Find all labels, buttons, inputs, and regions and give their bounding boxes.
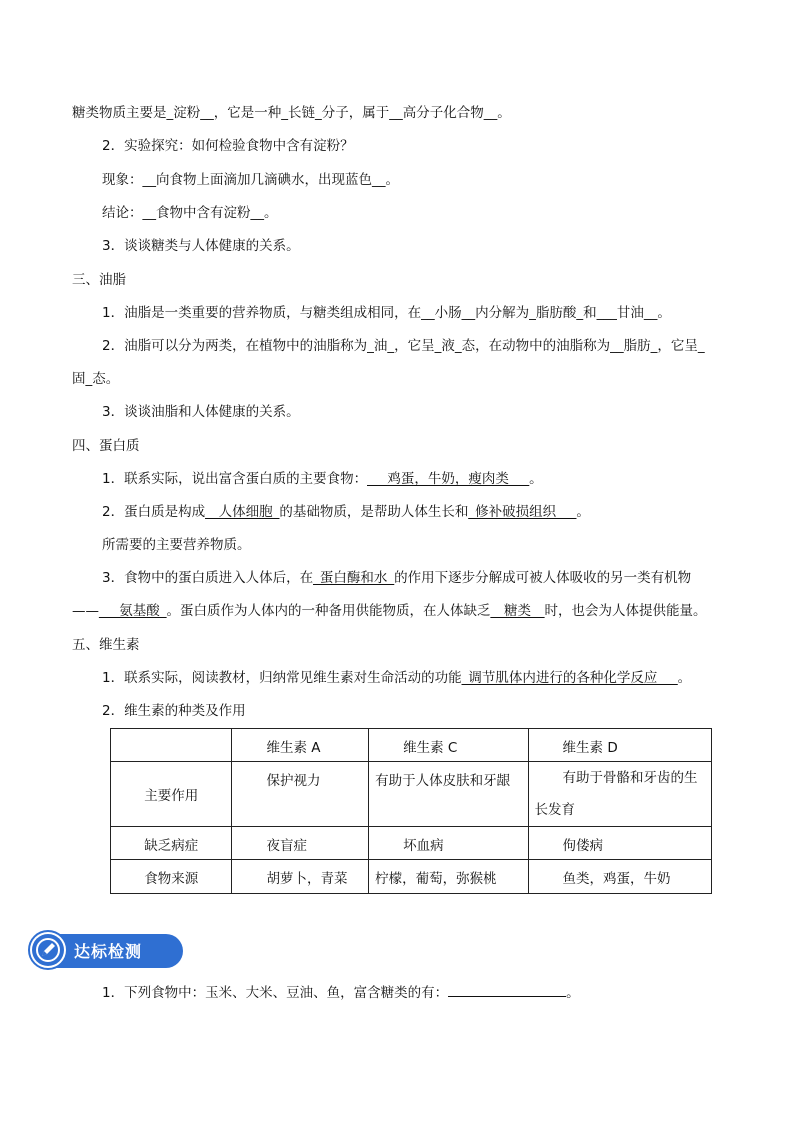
table-header-cell: 维生素 A	[232, 729, 369, 762]
text-line: 3．谈谈糖类与人体健康的关系。	[102, 238, 300, 254]
text-line: 2．维生素的种类及作用	[102, 703, 246, 719]
table-cell: 有助于骨骼和牙齿的生长发育	[528, 762, 711, 827]
text-line	[102, 568, 691, 588]
text-line: 现象：__向食物上面滴加几滴碘水，出现蓝色__。	[102, 172, 399, 188]
text-segment: 3．食物中的蛋白质进入人体后，在	[102, 570, 314, 586]
table-cell: 保护视力	[232, 762, 369, 827]
table-cell: 鱼类，鸡蛋，牛奶	[528, 860, 711, 894]
answer-underline: _修补破损组织___	[468, 504, 577, 520]
table-header-cell: 维生素 D	[528, 729, 711, 762]
answer-underline: _调节肌体内进行的各种化学反应___	[461, 670, 678, 686]
text-segment: 的作用下逐步分解成可被人体吸收的另一类有机物	[394, 570, 692, 586]
text-segment: 1．联系实际，说出富含蛋白质的主要食物：	[102, 471, 368, 487]
text-segment: 。	[566, 985, 580, 1001]
table-row	[111, 860, 712, 894]
text-line: 3．谈谈油脂和人体健康的关系。	[102, 404, 300, 420]
text-segment: 2．蛋白质是构成	[102, 504, 206, 520]
text-line	[102, 502, 590, 522]
text-line: 糖类物质主要是_淀粉__，它是一种_长链_分子，属于__高分子化合物__。	[72, 105, 511, 121]
question-line	[102, 982, 580, 1003]
text-line: 所需要的主要营养物质。	[102, 537, 251, 553]
answer-underline: ___鸡蛋，牛奶，瘦肉类___	[367, 471, 530, 487]
text-segment: 。蛋白质作为人体内的一种备用供能物质，在人体缺乏	[166, 603, 491, 619]
table-row-header: 食物来源	[111, 860, 232, 894]
answer-underline: __糖类__	[490, 603, 545, 619]
text-segment: 时，也会为人体提供能量。	[544, 603, 707, 619]
text-segment: 1．联系实际，阅读教材，归纳常见维生素对生命活动的功能	[102, 670, 462, 686]
table-cell: 夜盲症	[232, 827, 369, 860]
table-header-row	[111, 729, 712, 762]
text-line: 1．油脂是一类重要的营养物质，与糖类组成相同，在__小肠__内分解为_脂肪酸_和___甘油__。	[102, 305, 671, 321]
table-row-header: 缺乏病症	[111, 827, 232, 860]
table-row	[111, 827, 712, 860]
text-segment: 。	[677, 670, 692, 686]
answer-underline: ___氨基酸_	[99, 603, 167, 619]
section-banner	[28, 930, 183, 970]
text-line: 结论：__食物中含有淀粉__。	[102, 205, 278, 221]
question-text: 1．下列食物中：玉米、大米、豆油、鱼，富含糖类的有：	[102, 985, 449, 1001]
text-line	[102, 668, 691, 688]
answer-underline: __人体细胞_	[205, 504, 280, 520]
table-header-cell	[111, 729, 232, 762]
text-line: 2．油脂可以分为两类，在植物中的油脂称为_油_，它呈_液_态，在动物中的油脂称为__脂肪_，它呈_	[102, 338, 705, 354]
text-line: 固_态。	[72, 371, 120, 387]
section-heading: 五、维生素	[72, 637, 140, 653]
text-segment: 。	[529, 471, 543, 487]
answer-blank[interactable]	[448, 982, 566, 997]
section-heading: 三、油脂	[72, 272, 126, 288]
table-cell: 坏血病	[369, 827, 528, 860]
text-segment: ——	[72, 603, 99, 619]
text-segment: 。	[576, 504, 590, 520]
pencil-icon	[32, 934, 64, 966]
banner-title: 达标检测	[74, 942, 143, 961]
table-cell: 有助于人体皮肤和牙龈	[369, 762, 528, 827]
table-header-cell: 维生素 C	[369, 729, 528, 762]
vitamin-table	[110, 728, 712, 894]
text-line	[72, 601, 707, 621]
table-cell: 佝偻病	[528, 827, 711, 860]
table-cell: 柠檬，葡萄，弥猴桃	[369, 860, 528, 894]
section-heading: 四、蛋白质	[72, 438, 140, 454]
text-line	[102, 469, 543, 489]
table-row-header: 主要作用	[111, 762, 232, 827]
answer-underline: _蛋白酶和水_	[313, 570, 395, 586]
text-line: 2．实验探究：如何检验食物中含有淀粉？	[102, 138, 354, 154]
text-segment: 的基础物质，是帮助人体生长和	[279, 504, 469, 520]
table-cell: 胡萝卜，青菜	[232, 860, 369, 894]
table-row	[111, 762, 712, 827]
